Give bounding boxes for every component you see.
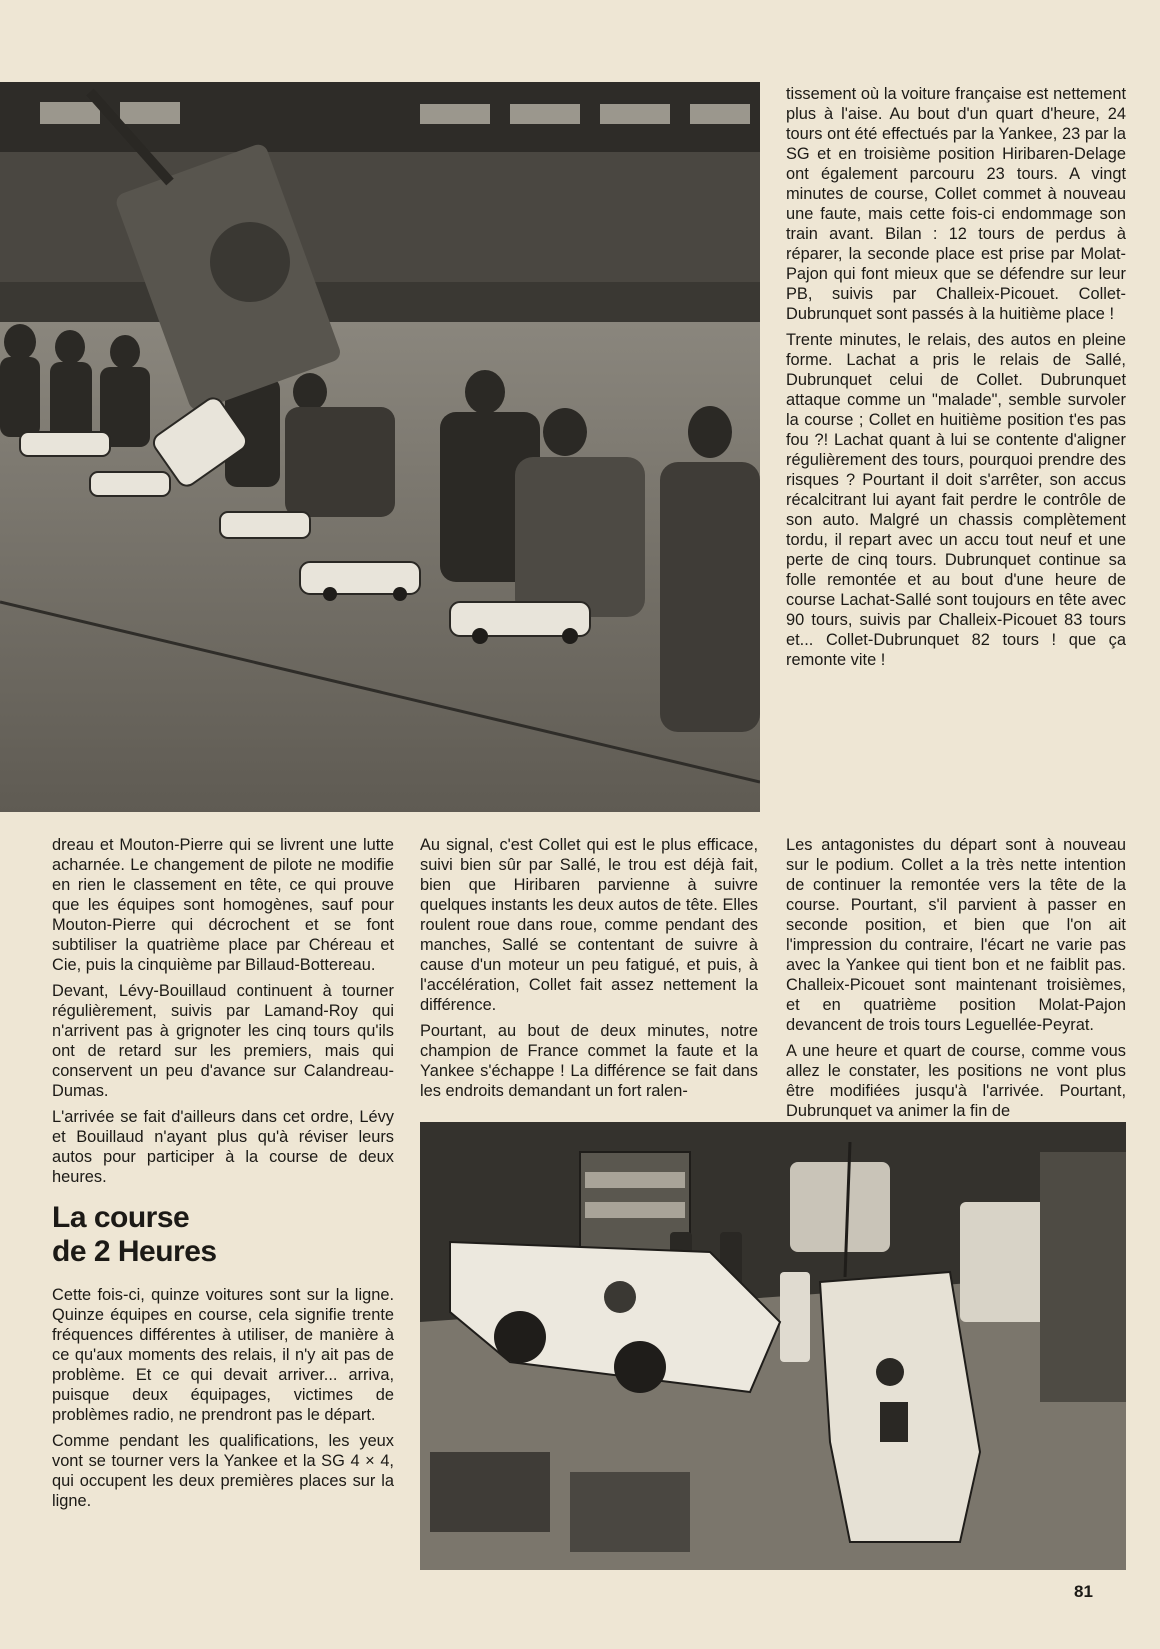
section-heading-line-1: La course xyxy=(52,1201,190,1234)
article-column-middle xyxy=(420,835,758,1107)
article-column-right-bottom xyxy=(786,835,1126,1127)
article-column-right-top xyxy=(786,84,1126,676)
photo-drivers-kneeling-trackside xyxy=(0,82,760,812)
paragraph: A une heure et quart de course, comme vous allez le constater, les positions ne vont plus être modifiées jusqu'à l'arrivée. Pourtant, Dubrunquet va animer la fin de xyxy=(786,1042,1126,1120)
paragraph: Devant, Lévy-Bouillaud continuent à tourner régulièrement, suivis par Lamand-Roy qui n'arrivent pas à grignoter les cinq tours qu'ils ont de retard sur les premiers, mais qui conservent un peu d'avance sur Calandreau-Dumas. xyxy=(52,982,394,1100)
paragraph: Trente minutes, le relais, des autos en pleine forme. Lachat a pris le relais de Sallé, Dubrunquet celui de Collet. Dubrunquet attaque comme un "malade", semble survoler la course ; Collet en huitième position t'es pas fou ?! Lachat quant à lui se contente d'aligner régulièrement des tours, pourquoi prendre des risques ? Pourtant il doit s'arrêter, son accus récalcitrant lui ayant fait perdre le contrôle de son auto. Malgré un chassis complètement tordu, il repart avec un accu tout neuf et une perte de cinq tours. Dubrunquet continue sa folle remontée et au bout d'une heure de course Lachat-Sallé sont toujours en tête avec 90 tours, suivis par Challeix-Picouet 83 tours et... Collet-Dubrunquet 82 tours ! que ça remonte vite ! xyxy=(786,331,1126,669)
paragraph: Comme pendant les qualifications, les yeux vont se tourner vers la Yankee et la SG 4 × 4, qui occupent les deux premières places sur la ligne. xyxy=(52,1432,394,1510)
paragraph: tissement où la voiture française est nettement plus à l'aise. Au bout d'un quart d'heure, 24 tours ont été effectués par la Yankee, 23 par la SG et en troisième position Hiribaren-Delage ont également parcouru 23 tours. A vingt minutes de course, Collet commet à nouveau une faute, mais cette fois-ci endommage son train avant. Bilan : 12 tours de perdus à réparer, la seconde place est prise par Molat-Pajon qui font mieux que se défendre sur leur PB, suivis par Challeix-Picouet. Collet-Dubrunquet sont passés à la huitième place ! xyxy=(786,85,1126,323)
photo-drivers-kneeling-trackside-image xyxy=(0,82,760,812)
article-column-left xyxy=(52,835,394,1517)
paragraph: Pourtant, au bout de deux minutes, notre champion de France commet la faute et la Yankee s'échappe ! La différence se fait dans les endroits demandant un fort ralen- xyxy=(420,1022,758,1100)
paragraph: Au signal, c'est Collet qui est le plus efficace, suivi bien sûr par Sallé, le trou est déjà fait, bien que Hiribaren parvienne à suivre quelques instants les deux autos de tête. Elles roulent roue dans roue, comme pendant des manches, Sallé se contentant de suivre à cause d'un moteur un peu fatigué, et puis, à l'accélération, Collet fait assez nettement la différence. xyxy=(420,836,758,1014)
section-heading xyxy=(52,1201,394,1269)
photo-rc-cars-on-workbench xyxy=(420,1122,1126,1570)
section-heading-line-2: de 2 Heures xyxy=(52,1235,217,1268)
paragraph: Les antagonistes du départ sont à nouveau sur le podium. Collet a la très nette intention de continuer la remontée vers la tête de la course. Pourtant, s'il parvient à passer en seconde position, et bien que l'on ait l'impression du contraire, l'écart ne varie pas avec la Yankee qui tient bon et ne faiblit pas. Challeix-Picouet sont maintenant troisièmes, et en quatrième position Molat-Pajon devancent de trois tours Leguellée-Peyrat. xyxy=(786,836,1126,1034)
page-number: 81 xyxy=(1074,1582,1093,1601)
paragraph: dreau et Mouton-Pierre qui se livrent une lutte acharnée. Le changement de pilote ne modifie en rien le classement en tête, ce qui prouve que les équipes sont homogènes, sauf pour Mouton-Pierre qui décrochent et se font subtiliser la quatrième place par Chéreau et Cie, puis la cinquième par Billaud-Bottereau. xyxy=(52,836,394,974)
paragraph: Cette fois-ci, quinze voitures sont sur la ligne. Quinze équipes en course, cela signifie trente fréquences différentes à utiliser, de manière à ce qu'aux moments des relais, il n'y ait pas de problème. Et ce qui devait arriver... arriva, puisque deux équipages, victimes de problèmes radio, ne prendront pas le départ. xyxy=(52,1286,394,1424)
paragraph: L'arrivée se fait d'ailleurs dans cet ordre, Lévy et Bouillaud n'ayant plus qu'à réviser leurs autos pour participer à la course de deux heures. xyxy=(52,1108,394,1186)
photo-rc-cars-on-workbench-image xyxy=(420,1122,1126,1570)
